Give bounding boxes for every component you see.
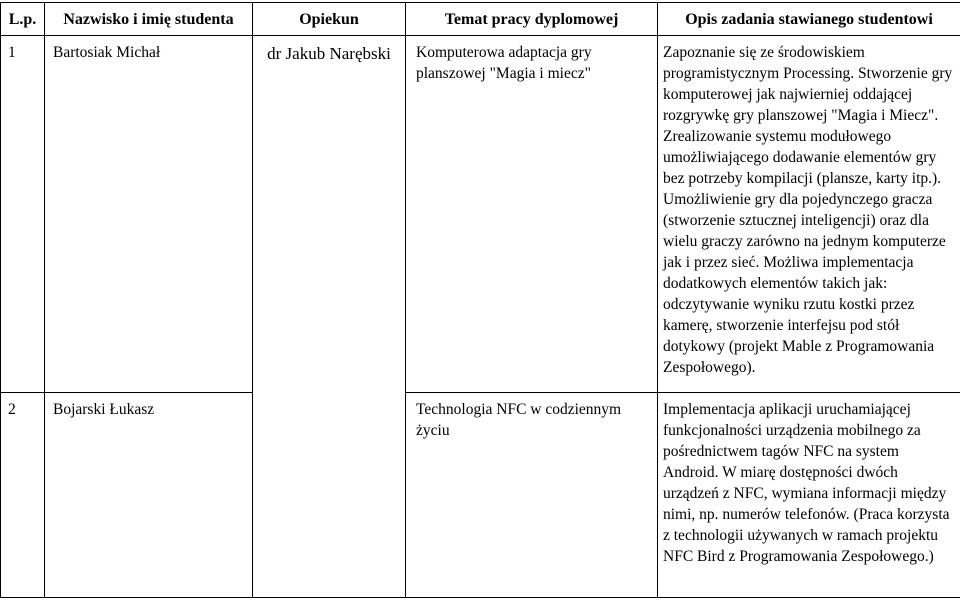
table-header-row [1,3,960,36]
table-row [1,36,960,393]
row-description: Zapoznanie się ze środowiskiem programistycznym Processing. Stworzenie gry komputerowej jak najwierniej oddającej rozgrywkę gry planszowej "Magia i Miecz". Zrealizowanie systemu modułowego umożliwiającego dodawanie elementów gry bez potrzeby kompilacji (plansze, karty itp.). Umożliwienie gry dla pojedynczego gracza (stworzenie sztucznej inteligencji) oraz dla wielu graczy zarówno na jednym komputerze jak i przez sieć. Możliwa implementacja dodatkowych elementów takich jak: odczytywanie wyniku rzutu kostki przez kamerę, stworzenie interfejsu pod stół dotykowy (projekt Mable z Programowania Zespołowego). [658,36,960,393]
row-supervisor [253,393,406,598]
header-lp: L.p. [1,3,45,36]
row-topic: Komputerowa adaptacja gry planszowej "Magia i miecz" [406,36,658,393]
row-student: Bartosiak Michał [45,36,253,393]
header-description: Opis zadania stawianego studentowi [658,3,960,36]
thesis-topics-table [0,2,960,598]
row-description: Implementacja aplikacji uruchamiającej funkcjonalności urządzenia mobilnego za pośrednictwem tagów NFC na system Android. W miarę dostępności dwóch urządzeń z NFC, wymiana informacji między nimi, np. numerów telefonów. (Praca korzysta z technologii używanych w ramach projektu NFC Bird z Programowania Zespołowego.) [658,393,960,598]
row-student: Bojarski Łukasz [45,393,253,598]
row-lp: 1 [1,36,45,393]
header-topic: Temat pracy dyplomowej [406,3,658,36]
row-lp: 2 [1,393,45,598]
table-row [1,393,960,598]
header-student: Nazwisko i imię studenta [45,3,253,36]
header-supervisor: Opiekun [253,3,406,36]
row-supervisor: dr Jakub Narębski [253,36,406,393]
row-topic: Technologia NFC w codziennym życiu [406,393,658,598]
